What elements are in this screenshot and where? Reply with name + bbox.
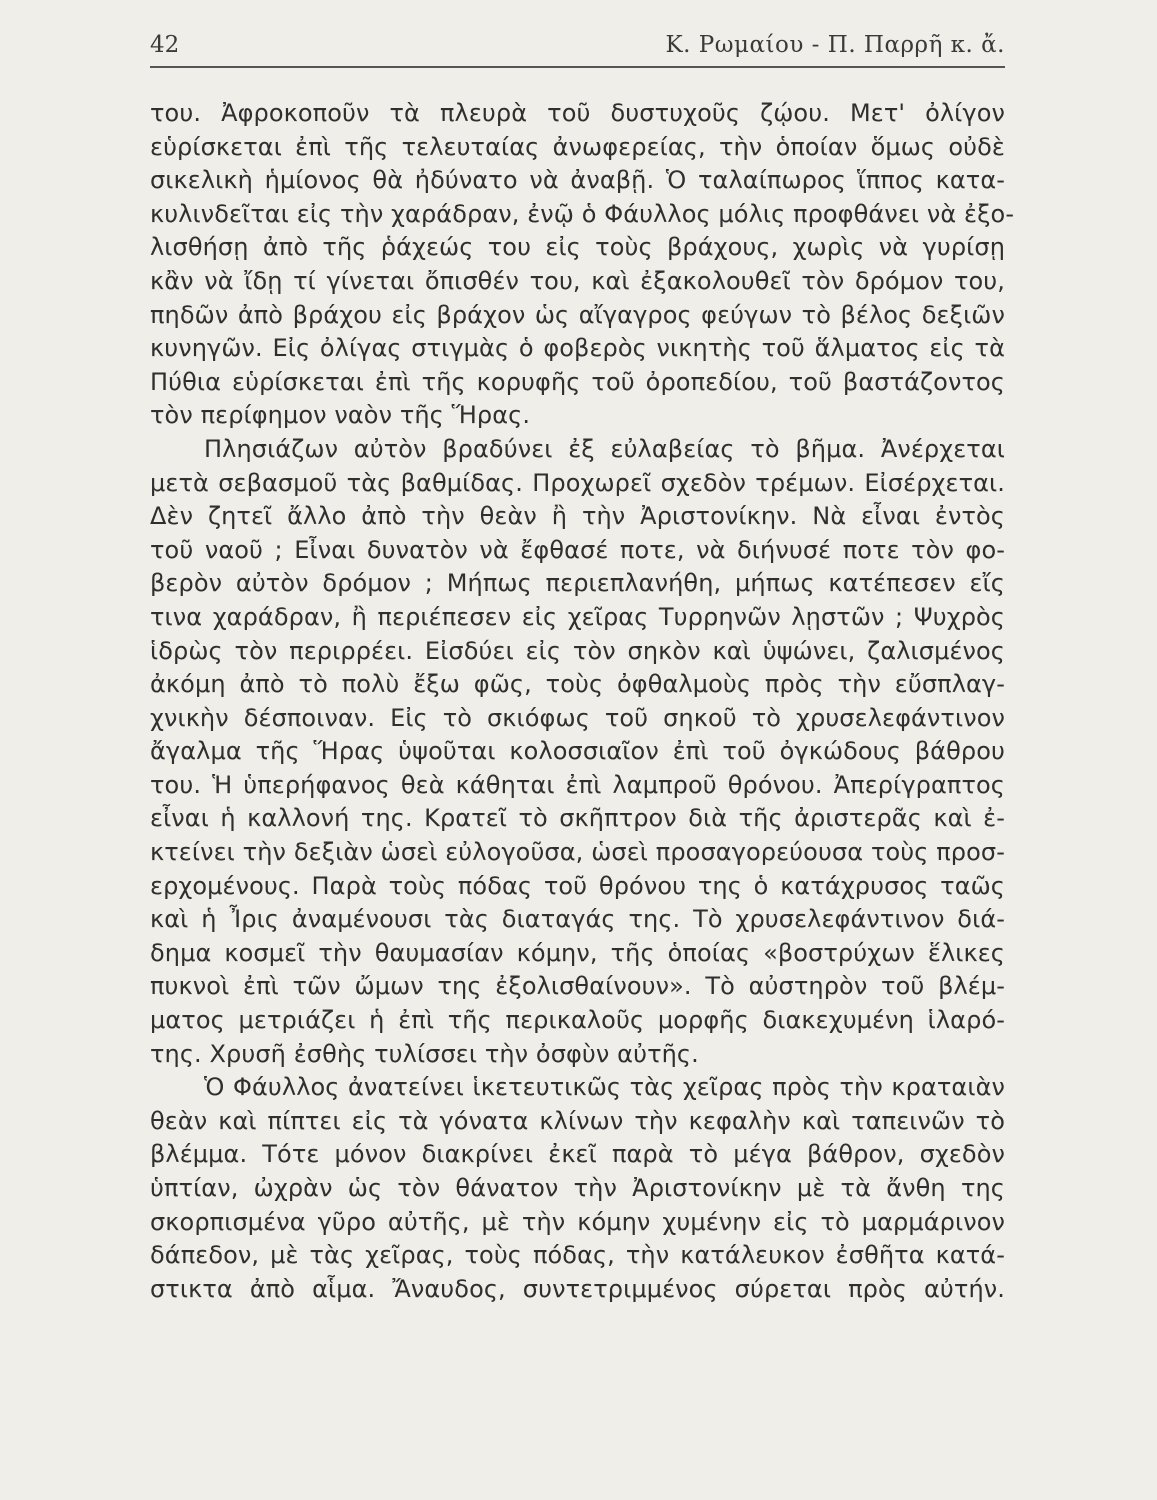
text-line: του. Ἀφροκοποῦν τὰ πλευρὰ τοῦ δυστυχοῦς ζῴου. Μετ' ὀλίγον [150, 99, 1005, 127]
text-line: Ὁ Φάυλλος ἀνατείνει ἱκετευτικῶς τὰς χεῖρας πρὸς τὴν κραταιὰν [204, 1073, 1005, 1102]
text-line: της. Χρυσῆ ἐσθὴς τυλίσσει τὴν ὀσφὺν αὐτῆς. [150, 1039, 699, 1068]
text-line: εἶναι ἡ καλλονή της. Κρατεῖ τὸ σκῆπτρον διὰ τῆς ἀριστερᾶς καὶ ἐ- [150, 804, 1005, 833]
text-line: ὑπτίαν, ὠχρὰν ὡς τὸν θάνατον τὴν Ἀριστονίκην μὲ τὰ ἄνθη της [150, 1174, 1005, 1202]
text-line: κἂν νὰ ἴδῃ τί γίνεται ὄπισθέν του, καὶ ἐξακολουθεῖ τὸν δρόμον του, [150, 266, 1005, 295]
text-line: στικτα ἀπὸ αἷμα. Ἄναυδος, συντετριμμένος σύρεται πρὸς αὐτήν. [150, 1274, 1005, 1303]
page-header [150, 22, 1005, 66]
text-line: τὸν περίφημον ναὸν τῆς Ἥρας. [150, 401, 531, 430]
text-line: μετὰ σεβασμοῦ τὰς βαθμίδας. Προχωρεῖ σχεδὸν τρέμων. Εἰσέρχεται. [150, 468, 1005, 497]
header-rule [150, 66, 1005, 68]
text-line: δάπεδον, μὲ τὰς χεῖρας, τοὺς πόδας, τὴν κατάλευκον ἐσθῆτα κατά- [150, 1241, 1005, 1270]
body-text [150, 97, 1015, 1306]
text-line: ερχομένους. Παρὰ τοὺς πόδας τοῦ θρόνου της ὁ κατάχρυσος ταῶς [150, 871, 1005, 900]
running-head: Κ. Ρωμαίου - Π. Παρρῆ κ. ἄ. [665, 32, 1005, 58]
text-line: Πλησιάζων αὐτὸν βραδύνει ἐξ εὐλαβείας τὸ βῆμα. Ἀνέρχεται [204, 434, 1005, 463]
text-line: καὶ ἡ Ἶρις ἀναμένουσι τὰς διαταγάς της. Τὸ χρυσελεφάντινον διά- [150, 905, 1005, 934]
page-number: 42 [150, 32, 180, 58]
text-line: ἀκόμη ἀπὸ τὸ πολὺ ἔξω φῶς, τοὺς ὀφθαλμοὺς πρὸς τὴν εὔσπλαγ- [150, 670, 1005, 699]
text-line: βερὸν αὐτὸν δρόμον ; Μήπως περιεπλανήθη, μήπως κατέπεσεν εἴς [150, 569, 1005, 598]
text-line: κτείνει τὴν δεξιὰν ὡσεὶ εὐλογοῦσα, ὡσεὶ προσαγορεύουσα τοὺς προσ- [150, 838, 1005, 867]
text-line: σκορπισμένα γῦρο αὐτῆς, μὲ τὴν κόμην χυμένην εἰς τὸ μαρμάρινον [150, 1207, 1005, 1236]
text-line: πηδῶν ἀπὸ βράχου εἰς βράχον ὡς αἴγαγρος φεύγων τὸ βέλος δεξιῶν [150, 300, 1005, 329]
text-line: κυνηγῶν. Εἰς ὀλίγας στιγμὰς ὁ φοβερὸς νικητὴς τοῦ ἅλματος εἰς τὰ [150, 334, 1005, 363]
text-line: ματος μετριάζει ἡ ἐπὶ τῆς περικαλοῦς μορφῆς διακεχυμένη ἱλαρό- [150, 1006, 1005, 1035]
text-line: του. Ἡ ὑπερήφανος θεὰ κάθηται ἐπὶ λαμπροῦ θρόνου. Ἀπερίγραπτος [150, 770, 1005, 799]
text-line: βλέμμα. Τότε μόνον διακρίνει ἐκεῖ παρὰ τὸ μέγα βάθρον, σχεδὸν [150, 1140, 1005, 1169]
text-line: τινα χαράδραν, ἢ περιέπεσεν εἰς χεῖρας Τυρρηνῶν λῃστῶν ; Ψυχρὸς [150, 602, 1005, 631]
text-line: πυκνοὶ ἐπὶ τῶν ὤμων της ἐξολισθαίνουν». Τὸ αὐστηρὸν τοῦ βλέμ- [150, 972, 1005, 1001]
text-line: ἄγαλμα τῆς Ἥρας ὑψοῦται κολοσσιαῖον ἐπὶ τοῦ ὀγκώδους βάθρου [150, 737, 1005, 766]
text-line: Δὲν ζητεῖ ἄλλο ἀπὸ τὴν θεὰν ἢ τὴν Ἀριστονίκην. Νὰ εἶναι ἐντὸς [150, 502, 1005, 531]
text-line: εὑρίσκεται ἐπὶ τῆς τελευταίας ἀνωφερείας, τὴν ὁποίαν ὅμως οὐδὲ [150, 132, 1005, 161]
text-line: χνικὴν δέσποιναν. Εἰς τὸ σκιόφως τοῦ σηκοῦ τὸ χρυσελεφάντινον [150, 703, 1005, 732]
text-line: λισθήσῃ ἀπὸ τῆς ῥάχεώς του εἰς τοὺς βράχους, χωρὶς νὰ γυρίσῃ [150, 233, 1005, 262]
text-line: κυλινδεῖται εἰς τὴν χαράδραν, ἐνῷ ὁ Φάυλλος μόλις προφθάνει νὰ ἐξο- [150, 199, 1015, 228]
text-line: Πύθια εὑρίσκεται ἐπὶ τῆς κορυφῆς τοῦ ὀροπεδίου, τοῦ βαστάζοντος [150, 367, 1005, 396]
text-line: δημα κοσμεῖ τὴν θαυμασίαν κόμην, τῆς ὁποίας «βοστρύχων ἕλικες [150, 938, 1005, 967]
text-line: τοῦ ναοῦ ; Εἶναι δυνατὸν νὰ ἔφθασέ ποτε, νὰ διήνυσέ ποτε τὸν φο- [150, 535, 1005, 564]
text-line: ἱδρὼς τὸν περιρρέει. Εἰσδύει εἰς τὸν σηκὸν καὶ ὑψώνει, ζαλισμένος [150, 636, 1005, 665]
text-line: σικελικὴ ἡμίονος θὰ ἠδύνατο νὰ ἀναβῇ. Ὁ ταλαίπωρος ἵππος κατα- [150, 166, 1005, 195]
text-line: θεὰν καὶ πίπτει εἰς τὰ γόνατα κλίνων τὴν κεφαλὴν καὶ ταπεινῶν τὸ [150, 1106, 1005, 1135]
